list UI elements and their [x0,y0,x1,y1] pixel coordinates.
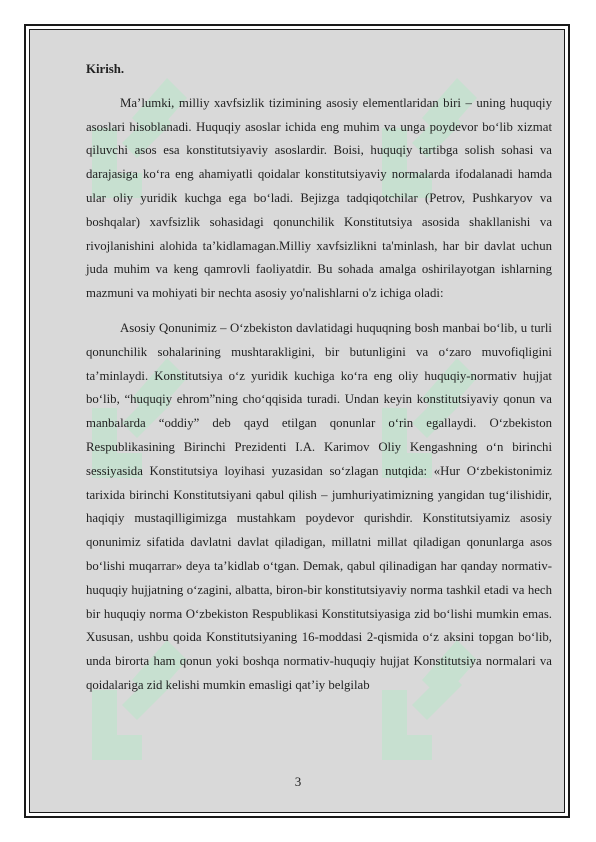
page-number: 3 [294,774,302,789]
paragraph: Asosiy Qonunimiz – O‘zbekiston davlatidagi huquqning bosh manbai bo‘lib, u turli qonunchilik sohalarining mushtarakligini, bir butunligini va o‘zaro muvofiqligini ta’minlaydi. Konstitutsiya o‘z yuridik kuchiga ko‘ra eng oliy huquqiy-normativ hujjat bo‘lib, “huquqiy ehrom”ning cho‘qqisida turadi. Undan keyin konstitutsiyaviy qonun va manbalarda “oddiy” deb qayd etilgan qonunlar o‘rin egallaydi. O‘zbekiston Respublikasining Birinchi Prezidenti I.A. Karimov Oliy Kengashning o‘n birinchi sessiyasida Konstitutsiya loyihasi yuzasidan so‘zlagan nutqida: «Hur O‘zbekistonimiz tarixida birinchi Konstitutsiyani qabul qilish – jumhuriyatimizning yangidan tug‘ilishidir, haqiqiy mustaqilligimizga mustahkam poydevor qurishdir. Konstitutsiyamiz asosiy qonunimiz sifatida davlatni davlat qiladigan, millatni millat qiladigan qonunlarga asos bo‘lishi muqarrar» deya ta’kidlab o‘tgan. Demak, qabul qilinadigan har qanday normativ-huquqiy hujjatning o‘zagini, albatta, biron-bir konstitutsiyaviy norma tashkil etadi va hech bir huquqiy norma O‘zbekiston Respublikasi Konstitutsiyasiga zid bo‘lishi mumkin emas. Xususan, ushbu qoida Konstitutsiyaning 16-moddasi 2-qismida o‘z aksini topgan bo‘lib, unda birorta ham qonun yoki boshqa normativ-huquqiy hujjat Konstitutsiya normalari va qoidalariga zid kelishi mumkin emasligi qat’iy belgilab [86,320,552,692]
paragraph: Ma’lumki, milliy xavfsizlik tizimining asosiy elementlaridan biri – uning huquqiy asoslari hisoblanadi. Huquqiy asoslar ichida eng muhim va unga poydevor bo‘lib xizmat qiluvchi asos esa konstitutsiyaviy asoslardir. Boisi, huquqiy tartibga solish sohasi va darajasiga ko‘ra eng ahamiyatli qoidalar konstitutsiyaviy normalarda ifodalanadi hamda ular oliy yuridik kuchga ega bo‘ladi. Bejizga tadqiqotchilar (Petrov, Pushkaryov va boshqalar) xavfsizlik sohasidagi qonunchilik Konstitutsiya asosida shakllanishi va rivojlanishini alohida ta’kidlamagan.Milliy xavfsizlikni ta'minlash, har bir davlat uchun juda muhim va keng qamrovli faoliyatdir. Bu sohada amalga oshirilayotgan ishlarning mazmuni va mohiyati bir nechta asosiy yo'nalishlarni o'z ichiga oladi: [86,95,552,301]
document-body [86,58,552,698]
section-heading: Kirish. [86,62,125,76]
